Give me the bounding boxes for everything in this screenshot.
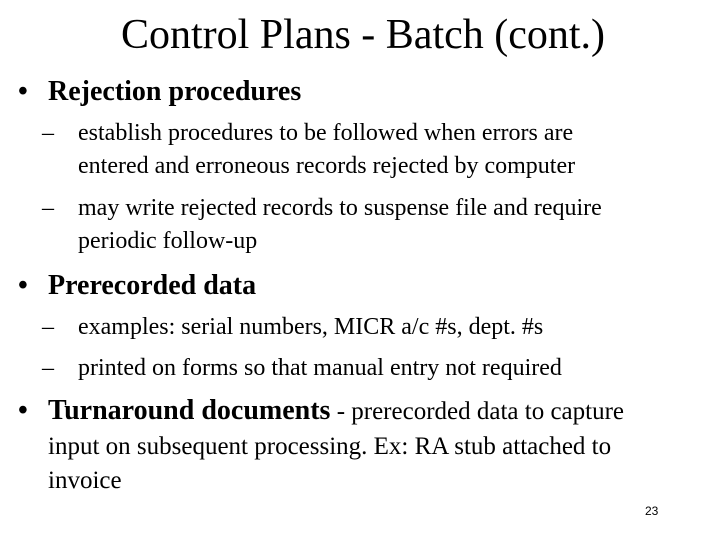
bullet-continuation: invoice bbox=[48, 467, 122, 494]
page-number: 23 bbox=[645, 504, 659, 518]
bullet-turnaround-documents bbox=[18, 394, 624, 429]
sub-item-text: printed on forms so that manual entry not required bbox=[78, 355, 562, 381]
bullet-heading: Rejection procedures bbox=[48, 76, 302, 107]
sub-item-rejected-records bbox=[42, 193, 602, 224]
bullet-icon: • bbox=[18, 395, 28, 426]
bullet-heading: Prerecorded data bbox=[48, 270, 257, 301]
dash-icon: – bbox=[42, 314, 54, 340]
sub-item-examples bbox=[42, 312, 543, 343]
bullet-continuation: input on subsequent processing. Ex: RA stub attached to bbox=[48, 433, 612, 460]
bullet-icon: • bbox=[18, 270, 28, 301]
dash-icon: – bbox=[42, 355, 54, 381]
bullet-icon: • bbox=[18, 76, 28, 107]
sub-item-continuation: periodic follow-up bbox=[78, 228, 258, 254]
sub-item-continuation: entered and erroneous records rejected by computer bbox=[78, 153, 576, 179]
slide-title: Control Plans - Batch (cont.) bbox=[120, 12, 606, 58]
sub-item-text: examples: serial numbers, MICR a/c #s, dept. #s bbox=[78, 314, 544, 340]
sub-item-text: may write rejected records to suspense file and require bbox=[78, 195, 602, 221]
sub-item-text: establish procedures to be followed when errors are bbox=[78, 120, 574, 146]
dash-icon: – bbox=[42, 195, 54, 221]
dash-icon: – bbox=[42, 120, 54, 146]
sub-item-printed-on-forms bbox=[42, 353, 562, 384]
bullet-rejection-procedures bbox=[18, 75, 301, 109]
bullet-heading: Turnaround documents bbox=[48, 395, 331, 426]
sub-item-establish-procedures bbox=[42, 118, 573, 149]
bullet-heading-suffix: - prerecorded data to capture bbox=[330, 398, 625, 425]
bullet-prerecorded-data bbox=[18, 269, 256, 303]
